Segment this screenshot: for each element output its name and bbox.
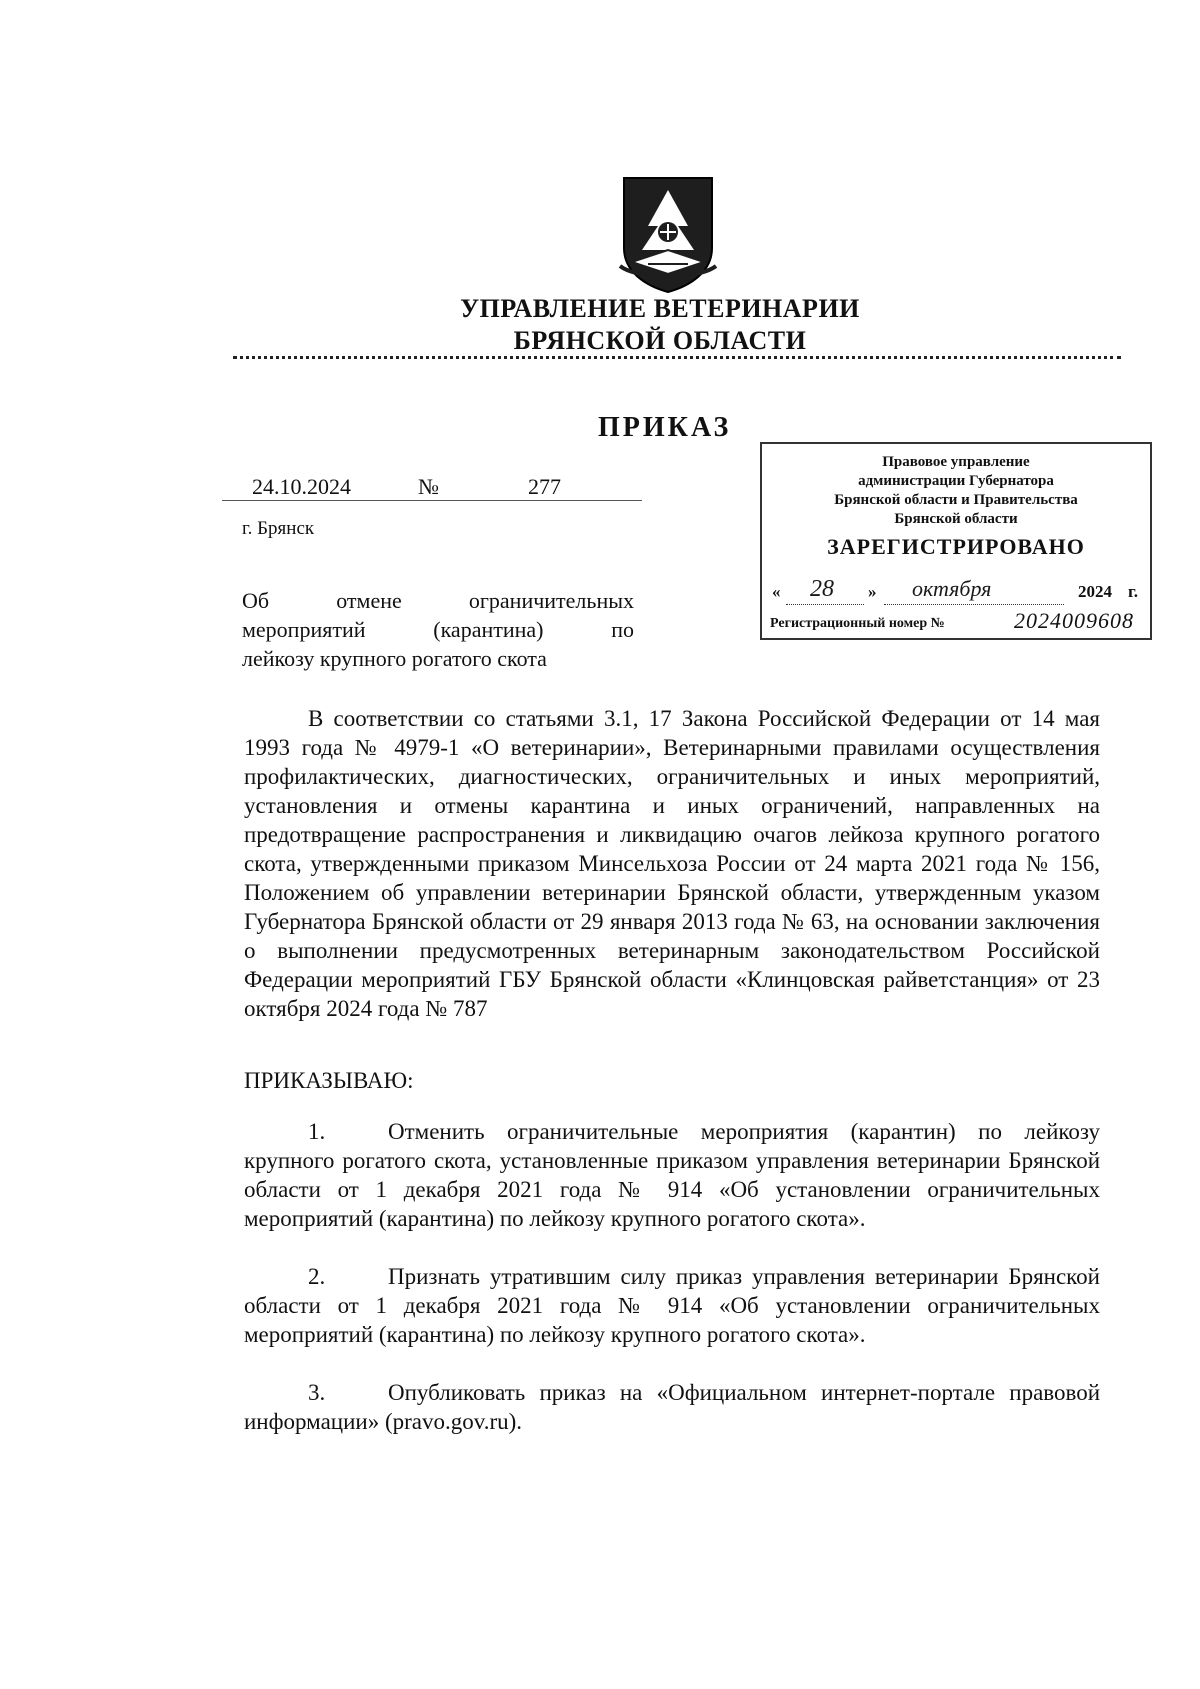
orders-word: ПРИКАЗЫВАЮ: xyxy=(244,1068,414,1093)
stamp-open-quote: « xyxy=(772,582,781,601)
stamp-reg-number: 2024009608 xyxy=(1014,608,1134,633)
order-item-number: 3. xyxy=(308,1380,326,1405)
order-item-number: 2. xyxy=(308,1264,326,1289)
order-item xyxy=(244,1378,1100,1436)
date-underline xyxy=(222,500,642,501)
org-name-line1: УПРАВЛЕНИЕ ВЕТЕРИНАРИИ xyxy=(460,294,860,323)
stamp-month-underline xyxy=(884,604,1064,605)
order-item-text: Признать утратившим силу приказ управления ветеринарии Брянской области от 1 декабря 2021 года № 914 «Об установлении ограничительных мероприятий (карантина) по лейкозу крупного рогатого скота». xyxy=(244,1264,1100,1347)
registration-stamp xyxy=(760,442,1152,640)
document-subject xyxy=(242,586,634,673)
document-number: 277 xyxy=(528,474,561,499)
stamp-month: октября xyxy=(912,576,992,601)
subject-line: лейкозу крупного рогатого скота xyxy=(242,646,547,671)
stamp-reg-label: Регистрационный номер № xyxy=(770,616,945,631)
subject-line: Об отмене ограничительных xyxy=(242,588,634,613)
stamp-close-quote: » xyxy=(868,582,877,601)
order-item xyxy=(244,1262,1100,1349)
document-type: ПРИКАЗ xyxy=(598,412,732,443)
stamp-line: Брянской области xyxy=(894,511,1018,527)
stamp-regnum-row xyxy=(770,608,1142,636)
org-name-line2: БРЯНСКОЙ ОБЛАСТИ xyxy=(513,326,807,355)
number-sign: № xyxy=(418,474,439,499)
stamp-year: 2024 xyxy=(1078,582,1112,601)
stamp-date-row xyxy=(772,576,1142,606)
order-item-text: Отменить ограничительные мероприятия (карантин) по лейкозу крупного рогатого скота, установленные приказом управления ветеринарии Брянской области от 1 декабря 2021 года № 914 «Об установлении ограничительных мероприятий (карантина) по лейкозу крупного рогатого скота». xyxy=(244,1119,1100,1231)
document-city: г. Брянск xyxy=(242,518,315,539)
stamp-line: Брянской области и Правительства xyxy=(834,492,1078,508)
stamp-day: 28 xyxy=(810,576,834,602)
main-paragraph: В соответствии со статьями 3.1, 17 Закона Российской Федерации от 14 мая 1993 года № 4979-1 «О ветеринарии», Ветеринарными правилами осуществления профилактических, диагностических, ограничительных и иных мероприятий, установления и отмены карантина и иных ограничений, направленных на предотвращение распространения и ликвидацию очагов лейкоза крупного рогатого скота, утвержденными приказом Минсельхоза России от 24 марта 2021 года № 156, Положением об управлении ветеринарии Брянской области, утвержденным указом Губернатора Брянской области от 29 января 2013 года № 63, на основании заключения о выполнении предусмотренных ветеринарным законодательством Российской Федерации мероприятий ГБУ Брянской области «Клинцовская райветстанция» от 23 октября 2024 года № 787 xyxy=(244,706,1100,1021)
order-item-text: Опубликовать приказ на «Официальном интернет-портале правовой информации» (pravo.gov.ru). xyxy=(244,1380,1100,1434)
order-item-number: 1. xyxy=(308,1119,326,1144)
stamp-registered-title: ЗАРЕГИСТРИРОВАНО xyxy=(827,534,1085,559)
order-item xyxy=(244,1117,1100,1233)
date-number-line xyxy=(222,474,642,504)
coat-of-arms-emblem xyxy=(618,170,718,294)
stamp-line: администрации Губернатора xyxy=(858,473,1054,489)
document-date: 24.10.2024 xyxy=(252,474,351,499)
stamp-year-suffix: г. xyxy=(1127,582,1138,601)
stamp-line: Правовое управление xyxy=(882,454,1030,470)
stamp-day-underline xyxy=(786,604,864,605)
header-divider xyxy=(233,356,1121,359)
subject-line: мероприятий (карантина) по xyxy=(242,617,634,642)
